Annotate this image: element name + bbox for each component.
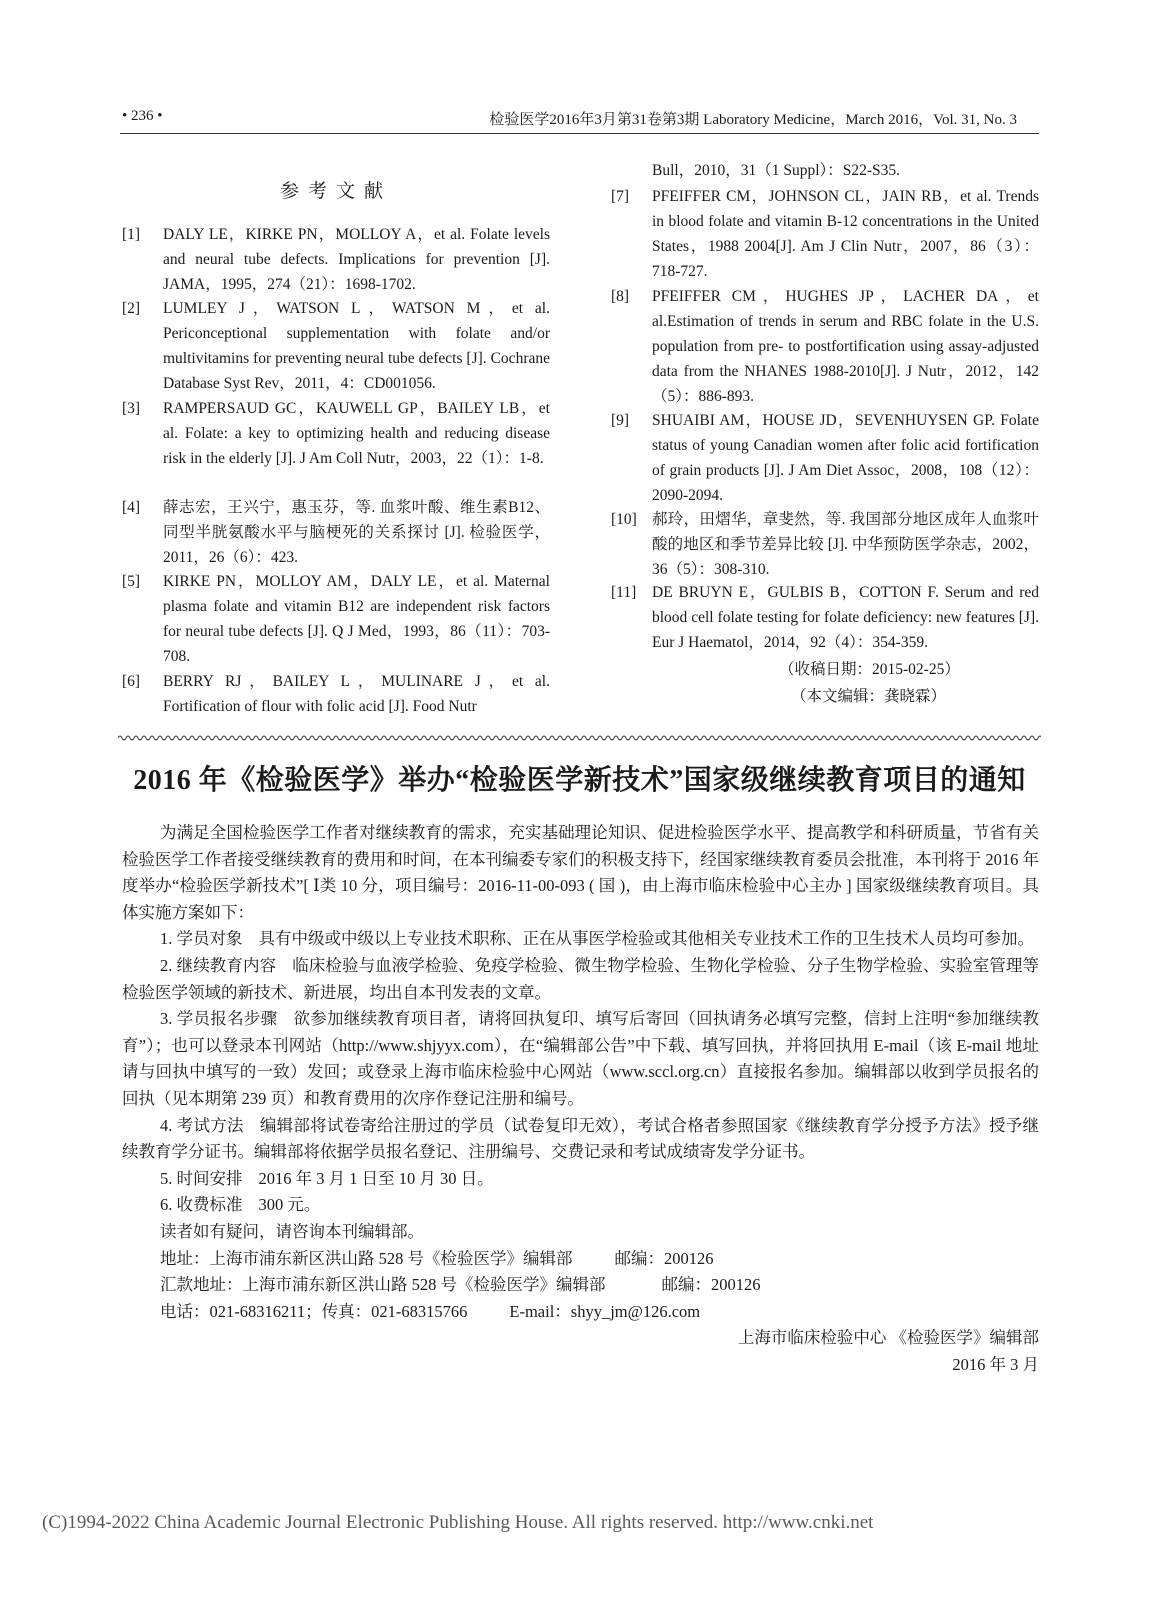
references-heading: 参考文献 xyxy=(279,181,392,202)
reference-item xyxy=(122,569,550,669)
reference-number: [4] xyxy=(122,499,141,516)
notice-item xyxy=(122,1113,1039,1166)
notice-item-label: 6. 收费标准 xyxy=(160,1195,243,1215)
notice-date: 2016 年 3 月 xyxy=(952,1354,1039,1374)
reference-number: [1] xyxy=(122,226,141,243)
wave-divider xyxy=(118,733,1041,743)
reference-text: PFEIFFER CM，JOHNSON CL，JAIN RB，et al. Trends in blood folate and vitamin B-12 concentrations in the United States，1988 2004[J]. Am J Clin Nutr，2007，86（3）：718-727. xyxy=(652,188,1039,280)
reference-item xyxy=(611,408,1039,508)
notice-address: 地址：上海市浦东新区洪山路 528 号《检验医学》编辑部 xyxy=(160,1248,573,1268)
notice-inquiry: 读者如有疑问，请咨询本刊编辑部。 xyxy=(160,1221,424,1241)
notice-item-text: 编辑部将试卷寄给注册过的学员（试卷复印无效），考试合格者参照国家《继续教育学分授予方法》授予继续教育学分证书。编辑部将依据学员报名登记、注册编号、交费记录和考试成绩寄发学分证书。 xyxy=(122,1115,1040,1162)
running-header: 检验医学2016年3月第31卷第3期 Laboratory Medicine，March 2016，Vol. 31, No. 3 xyxy=(489,112,1017,128)
notice-contact-line xyxy=(122,1299,1039,1326)
notice-title: 2016 年《检验医学》举办“检验医学新技术”国家级继续教育项目的通知 xyxy=(133,765,1026,796)
reference-number: [9] xyxy=(611,412,630,429)
notice-item xyxy=(122,1006,1039,1112)
notice-item xyxy=(122,1166,1039,1193)
reference-item xyxy=(611,284,1039,409)
notice-body xyxy=(122,820,1039,1378)
reference-text: DALY LE，KIRKE PN，MOLLOY A，et al. Folate levels and neural tube defects. Implications for prevention [J]. JAMA，1995，274（21）：1698-1702. xyxy=(163,226,550,293)
reference-number: [3] xyxy=(122,400,141,417)
reference-item xyxy=(611,184,1039,284)
reference-text: DE BRUYN E，GULBIS B，COTTON F. Serum and red blood cell folate testing for folate deficiency: new features [J]. Eur J Haematol，2014，92（4）：354-359. xyxy=(652,584,1039,651)
notice-remit-address: 汇款地址：上海市浦东新区洪山路 528 号《检验医学》编辑部 xyxy=(160,1275,606,1295)
reference-text: LUMLEY J，WATSON L，WATSON M，et al. Periconceptional supplementation with folate and/or multivitamins for preventing neural tube defects [J]. Cochrane Database Syst Rev，2011，4：CD001056. xyxy=(163,300,550,392)
reference-text: SHUAIBI AM，HOUSE JD，SEVENHUYSEN GP. Folate status of young Canadian women after folic acid fortification of grain products [J]. J Am Diet Assoc，2008，108（12）：2090-2094. xyxy=(652,412,1039,504)
reference-text: BERRY RJ，BAILEY L，MULINARE J，et al. Fortification of flour with folic acid [J]. Food Nutr xyxy=(163,673,550,715)
reference-text: RAMPERSAUD GC，KAUWELL GP，BAILEY LB，et al. Folate: a key to optimizing health and reducing disease risk in the elderly [J]. J Am Coll Nutr，2003，22（1）：1-8. xyxy=(163,400,550,467)
notice-item-label: 2. 继续教育内容 xyxy=(160,955,277,975)
reference-item xyxy=(122,296,550,396)
reference-number: [11] xyxy=(611,584,637,601)
notice-postcode: 邮编：200126 xyxy=(661,1275,761,1295)
reference-number: [2] xyxy=(122,300,141,317)
header-rule xyxy=(120,133,1039,134)
notice-item xyxy=(122,926,1039,953)
article-editor: （本文编辑：龚晓霖） xyxy=(791,688,947,705)
reference-item xyxy=(122,222,550,297)
page-number: • 236 • xyxy=(122,108,163,124)
notice-address-line xyxy=(122,1246,1039,1273)
reference-number: [6] xyxy=(122,673,141,690)
notice-signature: 上海市临床检验中心 《检验医学》编辑部 xyxy=(737,1328,1039,1348)
notice-item-label: 5. 时间安排 xyxy=(160,1168,243,1188)
reference-number: [7] xyxy=(611,188,630,205)
notice-item xyxy=(122,1192,1039,1219)
reference-item xyxy=(122,495,550,570)
reference-number: [10] xyxy=(611,511,637,528)
copyright-footer: (C)1994-2022 China Academic Journal Electronic Publishing House. All rights reserved. http://www.cnki.net xyxy=(42,1512,874,1533)
notice-remit-line xyxy=(122,1272,1039,1299)
reference-number: [5] xyxy=(122,573,141,590)
reference-text: 郝玲，田熠华，章斐然，等. 我国部分地区成年人血浆叶酸的地区和季节差异比较 [J]. 中华预防医学杂志，2002，36（5）：308-310. xyxy=(652,511,1039,578)
notice-item-label: 3. 学员报名步骤 xyxy=(160,1009,278,1029)
notice-item-label: 1. 学员对象 xyxy=(160,929,243,949)
notice-item-text: 临床检验与血液学检验、免疫学检验、微生物学检验、生物化学检验、分子生物学检验、实验室管理等检验医学领域的新技术、新进展，均出自本刊发表的文章。 xyxy=(122,955,1040,1002)
notice-item-text: 2016 年 3 月 1 日至 10 月 30 日。 xyxy=(258,1168,494,1188)
notice-phone: 电话：021-68316211；传真：021-68315766 xyxy=(160,1301,468,1321)
notice-intro: 为满足全国检验医学工作者对继续教育的需求，充实基础理论知识、促进检验医学水平、提高教学和科研质量，节省有关检验医学工作者接受继续教育的费用和时间，在本刊编委专家们的积极支持下，经国家继续教育委员会批准，本刊将于 2016 年度举办“检验医学新技术”[ Ⅰ类 10 分，项目编号：2016-11-00-093 ( 国 )，由上海市临床检验中心主办 ] 国家级继续教育项目。具体实施方案如下： xyxy=(122,823,1039,922)
reference-item xyxy=(611,507,1039,582)
notice-email: E-mail：shyy_jm@126.com xyxy=(509,1301,701,1321)
reference-item xyxy=(611,580,1039,655)
received-date: （收稿日期：2015-02-25） xyxy=(779,661,960,678)
reference-text: KIRKE PN，MOLLOY AM，DALY LE，et al. Maternal plasma folate and vitamin B12 are independent risk factors for neural tube defects [J]. Q J Med，1993，86（11）：703-708. xyxy=(163,573,550,665)
reference-number: [8] xyxy=(611,288,630,305)
notice-item xyxy=(122,953,1039,1006)
reference-text: 薛志宏，王兴宁，惠玉芬，等. 血浆叶酸、维生素B12、同型半胱氨酸水平与脑梗死的关系探讨 [J]. 检验医学，2011，26（6）：423. xyxy=(163,499,550,566)
notice-item-text: 具有中级或中级以上专业技术职称、正在从事医学检验或其他相关专业技术工作的卫生技术人员均可参加。 xyxy=(258,929,1034,949)
notice-item-text: 欲参加继续教育项目者，请将回执复印、填写后寄回（回执请务必填写完整，信封上注明“参加继续教育”）；也可以登录本刊网站（http://www.shjyyx.com），在“编辑部公告”中下载、填写回执，并将回执用 E-mail（该 E-mail 地址请与回执中填写的一致）发回；或登录上海市临床检验中心网站（www.sccl.org.cn）直接报名参加。编辑部以收到学员报名的回执（见本期第 239 页）和教育费用的次序作登记注册和编号。 xyxy=(122,1009,1040,1108)
reference-text: PFEIFFER CM，HUGHES JP，LACHER DA，et al.Estimation of trends in serum and RBC folate in the U.S. population from pre- to postfortification using assay-adjusted data from the NHANES 1988-2010[J]. J Nutr，2012，142（5）：886-893. xyxy=(652,288,1039,405)
reference-continuation: Bull，2010，31（1 Suppl）：S22-S35. xyxy=(652,162,901,179)
notice-item-label: 4. 考试方法 xyxy=(160,1115,244,1135)
reference-item xyxy=(122,396,550,471)
notice-item-text: 300 元。 xyxy=(258,1195,321,1215)
reference-item xyxy=(122,669,550,719)
notice-postcode: 邮编：200126 xyxy=(614,1248,714,1268)
